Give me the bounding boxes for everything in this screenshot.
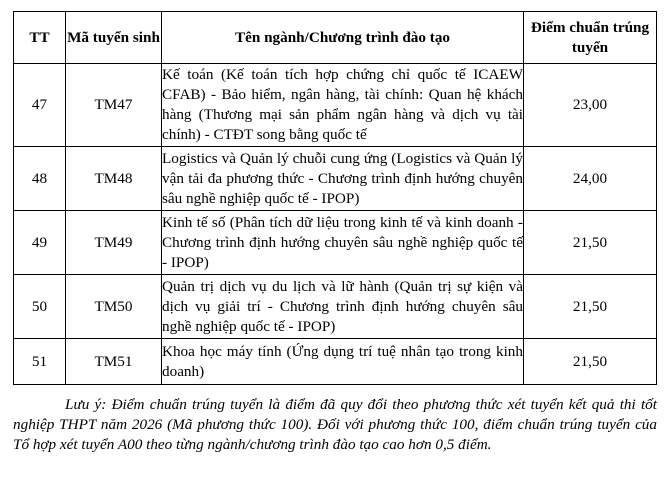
row-tt: 50 <box>14 275 66 339</box>
table-row <box>14 275 657 339</box>
row-tt: 51 <box>14 339 66 385</box>
header-program-name: Tên ngành/Chương trình đào tạo <box>162 12 524 64</box>
row-tt: 48 <box>14 147 66 211</box>
table-header-row <box>14 12 657 64</box>
header-tt: TT <box>14 12 66 64</box>
row-program-name: Quản trị dịch vụ du lịch và lữ hành (Quản trị sự kiện và dịch vụ giải trí - Chương trình định hướng chuyên sâu nghề nghiệp quốc tế - IPOP) <box>162 275 524 339</box>
admission-score-table <box>13 11 657 385</box>
row-tt: 49 <box>14 211 66 275</box>
table-row <box>14 339 657 385</box>
row-admission-code: TM48 <box>66 147 162 211</box>
table-row <box>14 64 657 147</box>
table-row <box>14 147 657 211</box>
row-cutoff-score: 21,50 <box>524 275 657 339</box>
header-admission-code: Mã tuyển sinh <box>66 12 162 64</box>
row-cutoff-score: 21,50 <box>524 339 657 385</box>
footnote-note: Lưu ý: Điểm chuẩn trúng tuyển là điểm đã quy đổi theo phương thức xét tuyển kết quả thi tốt nghiệp THPT năm 2026 (Mã phương thức 100). Đối với phương thức 100, điểm chuẩn trúng tuyển của Tổ hợp xét tuyển A00 theo từng ngành/chương trình đào tạo cao hơn 0,5 điểm. <box>13 396 657 453</box>
row-program-name: Logistics và Quản lý chuỗi cung ứng (Logistics và Quản lý vận tải đa phương thức - Chương trình định hướng chuyên sâu nghề nghiệp quốc tế - IPOP) <box>162 147 524 211</box>
row-program-name: Kinh tế số (Phân tích dữ liệu trong kinh tế và kinh doanh - Chương trình định hướng chuyên sâu nghề nghiệp quốc tế - IPOP) <box>162 211 524 275</box>
table-row <box>14 211 657 275</box>
header-cutoff-score: Điểm chuẩn trúng tuyển <box>524 12 657 64</box>
row-program-name: Khoa học máy tính (Ứng dụng trí tuệ nhân tạo trong kinh doanh) <box>162 339 524 385</box>
row-tt: 47 <box>14 64 66 147</box>
row-cutoff-score: 21,50 <box>524 211 657 275</box>
row-admission-code: TM51 <box>66 339 162 385</box>
row-admission-code: TM49 <box>66 211 162 275</box>
row-cutoff-score: 24,00 <box>524 147 657 211</box>
row-cutoff-score: 23,00 <box>524 64 657 147</box>
row-program-name: Kế toán (Kế toán tích hợp chứng chỉ quốc tế ICAEW CFAB) - Bảo hiểm, ngân hàng, tài chính: Quan hệ khách hàng (Thương mại sản phẩm ngân hàng và dịch vụ tài chính) - CTĐT song bằng quốc tế <box>162 64 524 147</box>
row-admission-code: TM50 <box>66 275 162 339</box>
row-admission-code: TM47 <box>66 64 162 147</box>
